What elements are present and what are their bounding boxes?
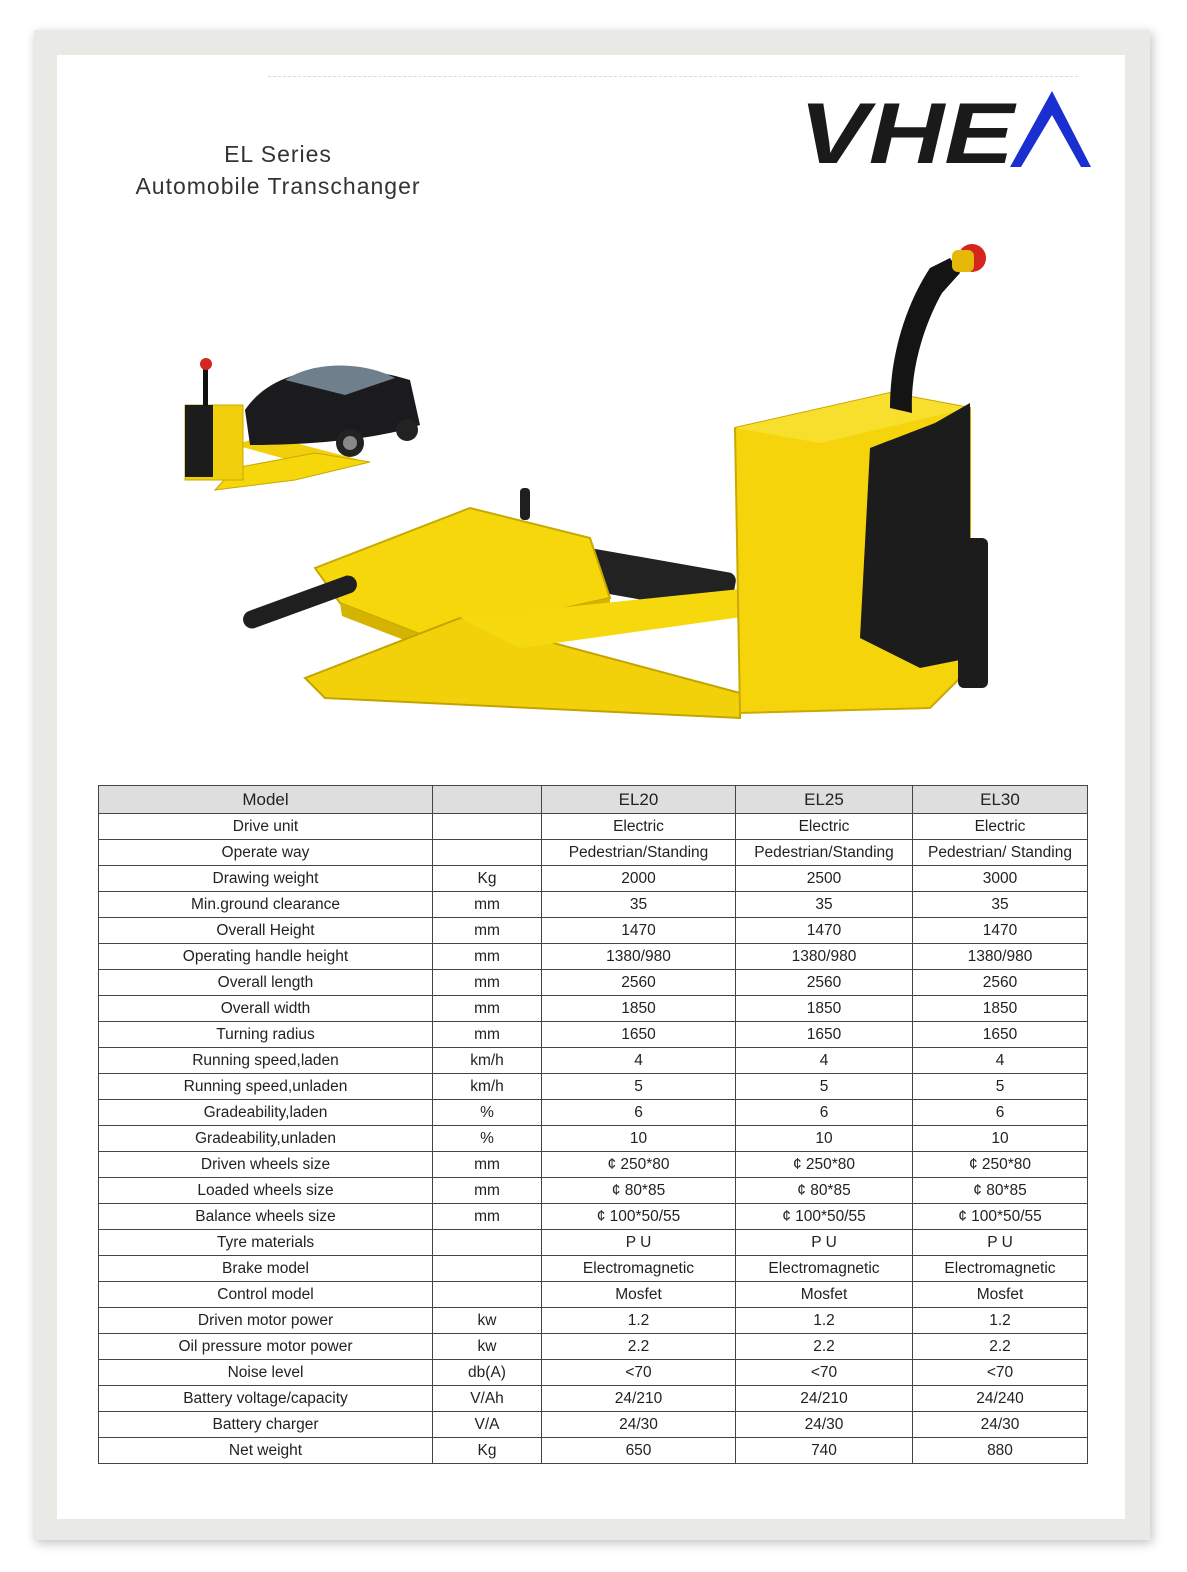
spec-el20: <70 [542, 1360, 736, 1386]
spec-unit: Kg [433, 866, 542, 892]
spec-el20: 1650 [542, 1022, 736, 1048]
spec-name: Balance wheels size [99, 1204, 433, 1230]
spec-el25: 10 [736, 1126, 913, 1152]
table-row [99, 840, 1088, 866]
header-unit [433, 786, 542, 814]
spec-el20: ¢ 100*50/55 [542, 1204, 736, 1230]
table-row [99, 1334, 1088, 1360]
spec-el20: 2.2 [542, 1334, 736, 1360]
table-row [99, 1386, 1088, 1412]
table-row [99, 1152, 1088, 1178]
spec-el25: ¢ 100*50/55 [736, 1204, 913, 1230]
spec-name: Gradeability,unladen [99, 1126, 433, 1152]
table-row [99, 892, 1088, 918]
spec-el20: 1.2 [542, 1308, 736, 1334]
spec-unit: Kg [433, 1438, 542, 1464]
spec-name: Noise level [99, 1360, 433, 1386]
table-row [99, 996, 1088, 1022]
spec-name: Driven motor power [99, 1308, 433, 1334]
spec-el30: 2560 [913, 970, 1088, 996]
spec-el30: Electric [913, 814, 1088, 840]
product-photo-inset [175, 350, 425, 500]
spec-el25: Mosfet [736, 1282, 913, 1308]
table-row [99, 1256, 1088, 1282]
spec-el30: 2.2 [913, 1334, 1088, 1360]
spec-name: Battery charger [99, 1412, 433, 1438]
spec-unit: mm [433, 918, 542, 944]
spec-el25: 2.2 [736, 1334, 913, 1360]
table-row [99, 1308, 1088, 1334]
spec-unit: kw [433, 1334, 542, 1360]
spec-el20: 650 [542, 1438, 736, 1464]
spec-el25: 4 [736, 1048, 913, 1074]
spec-el20: Mosfet [542, 1282, 736, 1308]
table-row [99, 1178, 1088, 1204]
spec-unit: km/h [433, 1048, 542, 1074]
spec-unit: kw [433, 1308, 542, 1334]
spec-name: Driven wheels size [99, 1152, 433, 1178]
table-row [99, 814, 1088, 840]
spec-el30: 1650 [913, 1022, 1088, 1048]
table-row [99, 1230, 1088, 1256]
spec-el25: 740 [736, 1438, 913, 1464]
spec-el30: 1470 [913, 918, 1088, 944]
spec-unit [433, 1282, 542, 1308]
spec-el30: ¢ 250*80 [913, 1152, 1088, 1178]
spec-el25: 24/210 [736, 1386, 913, 1412]
table-row [99, 1204, 1088, 1230]
spec-el20: 35 [542, 892, 736, 918]
spec-unit: mm [433, 1178, 542, 1204]
spec-name: Operate way [99, 840, 433, 866]
page-title [108, 138, 448, 202]
spec-unit: mm [433, 1204, 542, 1230]
spec-unit: V/A [433, 1412, 542, 1438]
spec-el25: 1850 [736, 996, 913, 1022]
spec-el30: 6 [913, 1100, 1088, 1126]
spec-el30: P U [913, 1230, 1088, 1256]
table-row [99, 1074, 1088, 1100]
spec-el30: 1.2 [913, 1308, 1088, 1334]
spec-el20: 5 [542, 1074, 736, 1100]
spec-name: Brake model [99, 1256, 433, 1282]
spec-unit: km/h [433, 1074, 542, 1100]
spec-name: Oil pressure motor power [99, 1334, 433, 1360]
spec-name: Overall length [99, 970, 433, 996]
spec-el25: 24/30 [736, 1412, 913, 1438]
spec-name: Drive unit [99, 814, 433, 840]
spec-el20: 1470 [542, 918, 736, 944]
spec-unit: db(A) [433, 1360, 542, 1386]
spec-name: Drawing weight [99, 866, 433, 892]
table-header-row [99, 786, 1088, 814]
table-row [99, 944, 1088, 970]
spec-el20: P U [542, 1230, 736, 1256]
spec-name: Overall Height [99, 918, 433, 944]
table-row [99, 1282, 1088, 1308]
header-el30: EL30 [913, 786, 1088, 814]
spec-el25: P U [736, 1230, 913, 1256]
spec-el20: Electromagnetic [542, 1256, 736, 1282]
spec-unit: mm [433, 1022, 542, 1048]
spec-name: Running speed,laden [99, 1048, 433, 1074]
table-row [99, 970, 1088, 996]
table-row [99, 1048, 1088, 1074]
spec-el30: 4 [913, 1048, 1088, 1074]
spec-el30: Mosfet [913, 1282, 1088, 1308]
spec-el20: 1850 [542, 996, 736, 1022]
header-el20: EL20 [542, 786, 736, 814]
spec-name: Operating handle height [99, 944, 433, 970]
spec-el25: ¢ 250*80 [736, 1152, 913, 1178]
spec-name: Running speed,unladen [99, 1074, 433, 1100]
spec-el20: ¢ 250*80 [542, 1152, 736, 1178]
spec-unit [433, 1230, 542, 1256]
table-row [99, 1412, 1088, 1438]
spec-el25: Electric [736, 814, 913, 840]
spec-el20: Electric [542, 814, 736, 840]
spec-el30: 10 [913, 1126, 1088, 1152]
spec-el25: 1.2 [736, 1308, 913, 1334]
spec-el25: 35 [736, 892, 913, 918]
spec-el30: Electromagnetic [913, 1256, 1088, 1282]
spec-el25: <70 [736, 1360, 913, 1386]
table-row [99, 1438, 1088, 1464]
spec-unit [433, 1256, 542, 1282]
spec-name: Gradeability,laden [99, 1100, 433, 1126]
spec-unit: % [433, 1126, 542, 1152]
spec-el20: 24/30 [542, 1412, 736, 1438]
spec-el25: Pedestrian/Standing [736, 840, 913, 866]
spec-el30: 3000 [913, 866, 1088, 892]
spec-unit: % [433, 1100, 542, 1126]
spec-el20: 4 [542, 1048, 736, 1074]
spec-el30: ¢ 80*85 [913, 1178, 1088, 1204]
spec-el25: 2560 [736, 970, 913, 996]
spec-el25: Electromagnetic [736, 1256, 913, 1282]
spec-el30: 24/30 [913, 1412, 1088, 1438]
spec-el30: Pedestrian/ Standing [913, 840, 1088, 866]
spec-el30: <70 [913, 1360, 1088, 1386]
spec-el30: 880 [913, 1438, 1088, 1464]
spec-el20: 2000 [542, 866, 736, 892]
spec-name: Turning radius [99, 1022, 433, 1048]
spec-name: Min.ground clearance [99, 892, 433, 918]
spec-el30: 24/240 [913, 1386, 1088, 1412]
spec-name: Control model [99, 1282, 433, 1308]
header-el25: EL25 [736, 786, 913, 814]
spec-el30: 1850 [913, 996, 1088, 1022]
brand-wordmark: VHE [799, 86, 1018, 175]
spec-el20: 2560 [542, 970, 736, 996]
spec-el25: 2500 [736, 866, 913, 892]
spec-name: Loaded wheels size [99, 1178, 433, 1204]
spec-name: Battery voltage/capacity [99, 1386, 433, 1412]
header-model: Model [99, 786, 433, 814]
spec-el20: Pedestrian/Standing [542, 840, 736, 866]
spec-el25: 1470 [736, 918, 913, 944]
spec-el20: ¢ 80*85 [542, 1178, 736, 1204]
spec-unit [433, 814, 542, 840]
spec-name: Overall width [99, 996, 433, 1022]
header-divider [268, 76, 1078, 77]
spec-unit: mm [433, 996, 542, 1022]
spec-unit: mm [433, 892, 542, 918]
spec-el20: 1380/980 [542, 944, 736, 970]
spec-el30: 5 [913, 1074, 1088, 1100]
spec-name: Net weight [99, 1438, 433, 1464]
spec-unit: mm [433, 944, 542, 970]
table-row [99, 1022, 1088, 1048]
spec-el25: ¢ 80*85 [736, 1178, 913, 1204]
table-row [99, 866, 1088, 892]
spec-unit: mm [433, 970, 542, 996]
title-series: EL Series [224, 141, 332, 167]
spec-el25: 5 [736, 1074, 913, 1100]
spec-el20: 10 [542, 1126, 736, 1152]
spec-el25: 1650 [736, 1022, 913, 1048]
spec-unit [433, 840, 542, 866]
brand-chevron-icon [1010, 91, 1091, 167]
table-row [99, 1126, 1088, 1152]
title-product: Automobile Transchanger [135, 173, 421, 199]
spec-el30: 35 [913, 892, 1088, 918]
spec-unit: V/Ah [433, 1386, 542, 1412]
spec-unit: mm [433, 1152, 542, 1178]
brand-logo [795, 85, 1095, 175]
spec-el30: 1380/980 [913, 944, 1088, 970]
spec-name: Tyre materials [99, 1230, 433, 1256]
spec-el30: ¢ 100*50/55 [913, 1204, 1088, 1230]
table-row [99, 918, 1088, 944]
table-row [99, 1100, 1088, 1126]
spec-el20: 24/210 [542, 1386, 736, 1412]
table-row [99, 1360, 1088, 1386]
specification-table [98, 785, 1088, 1464]
spec-el25: 6 [736, 1100, 913, 1126]
spec-el20: 6 [542, 1100, 736, 1126]
spec-el25: 1380/980 [736, 944, 913, 970]
